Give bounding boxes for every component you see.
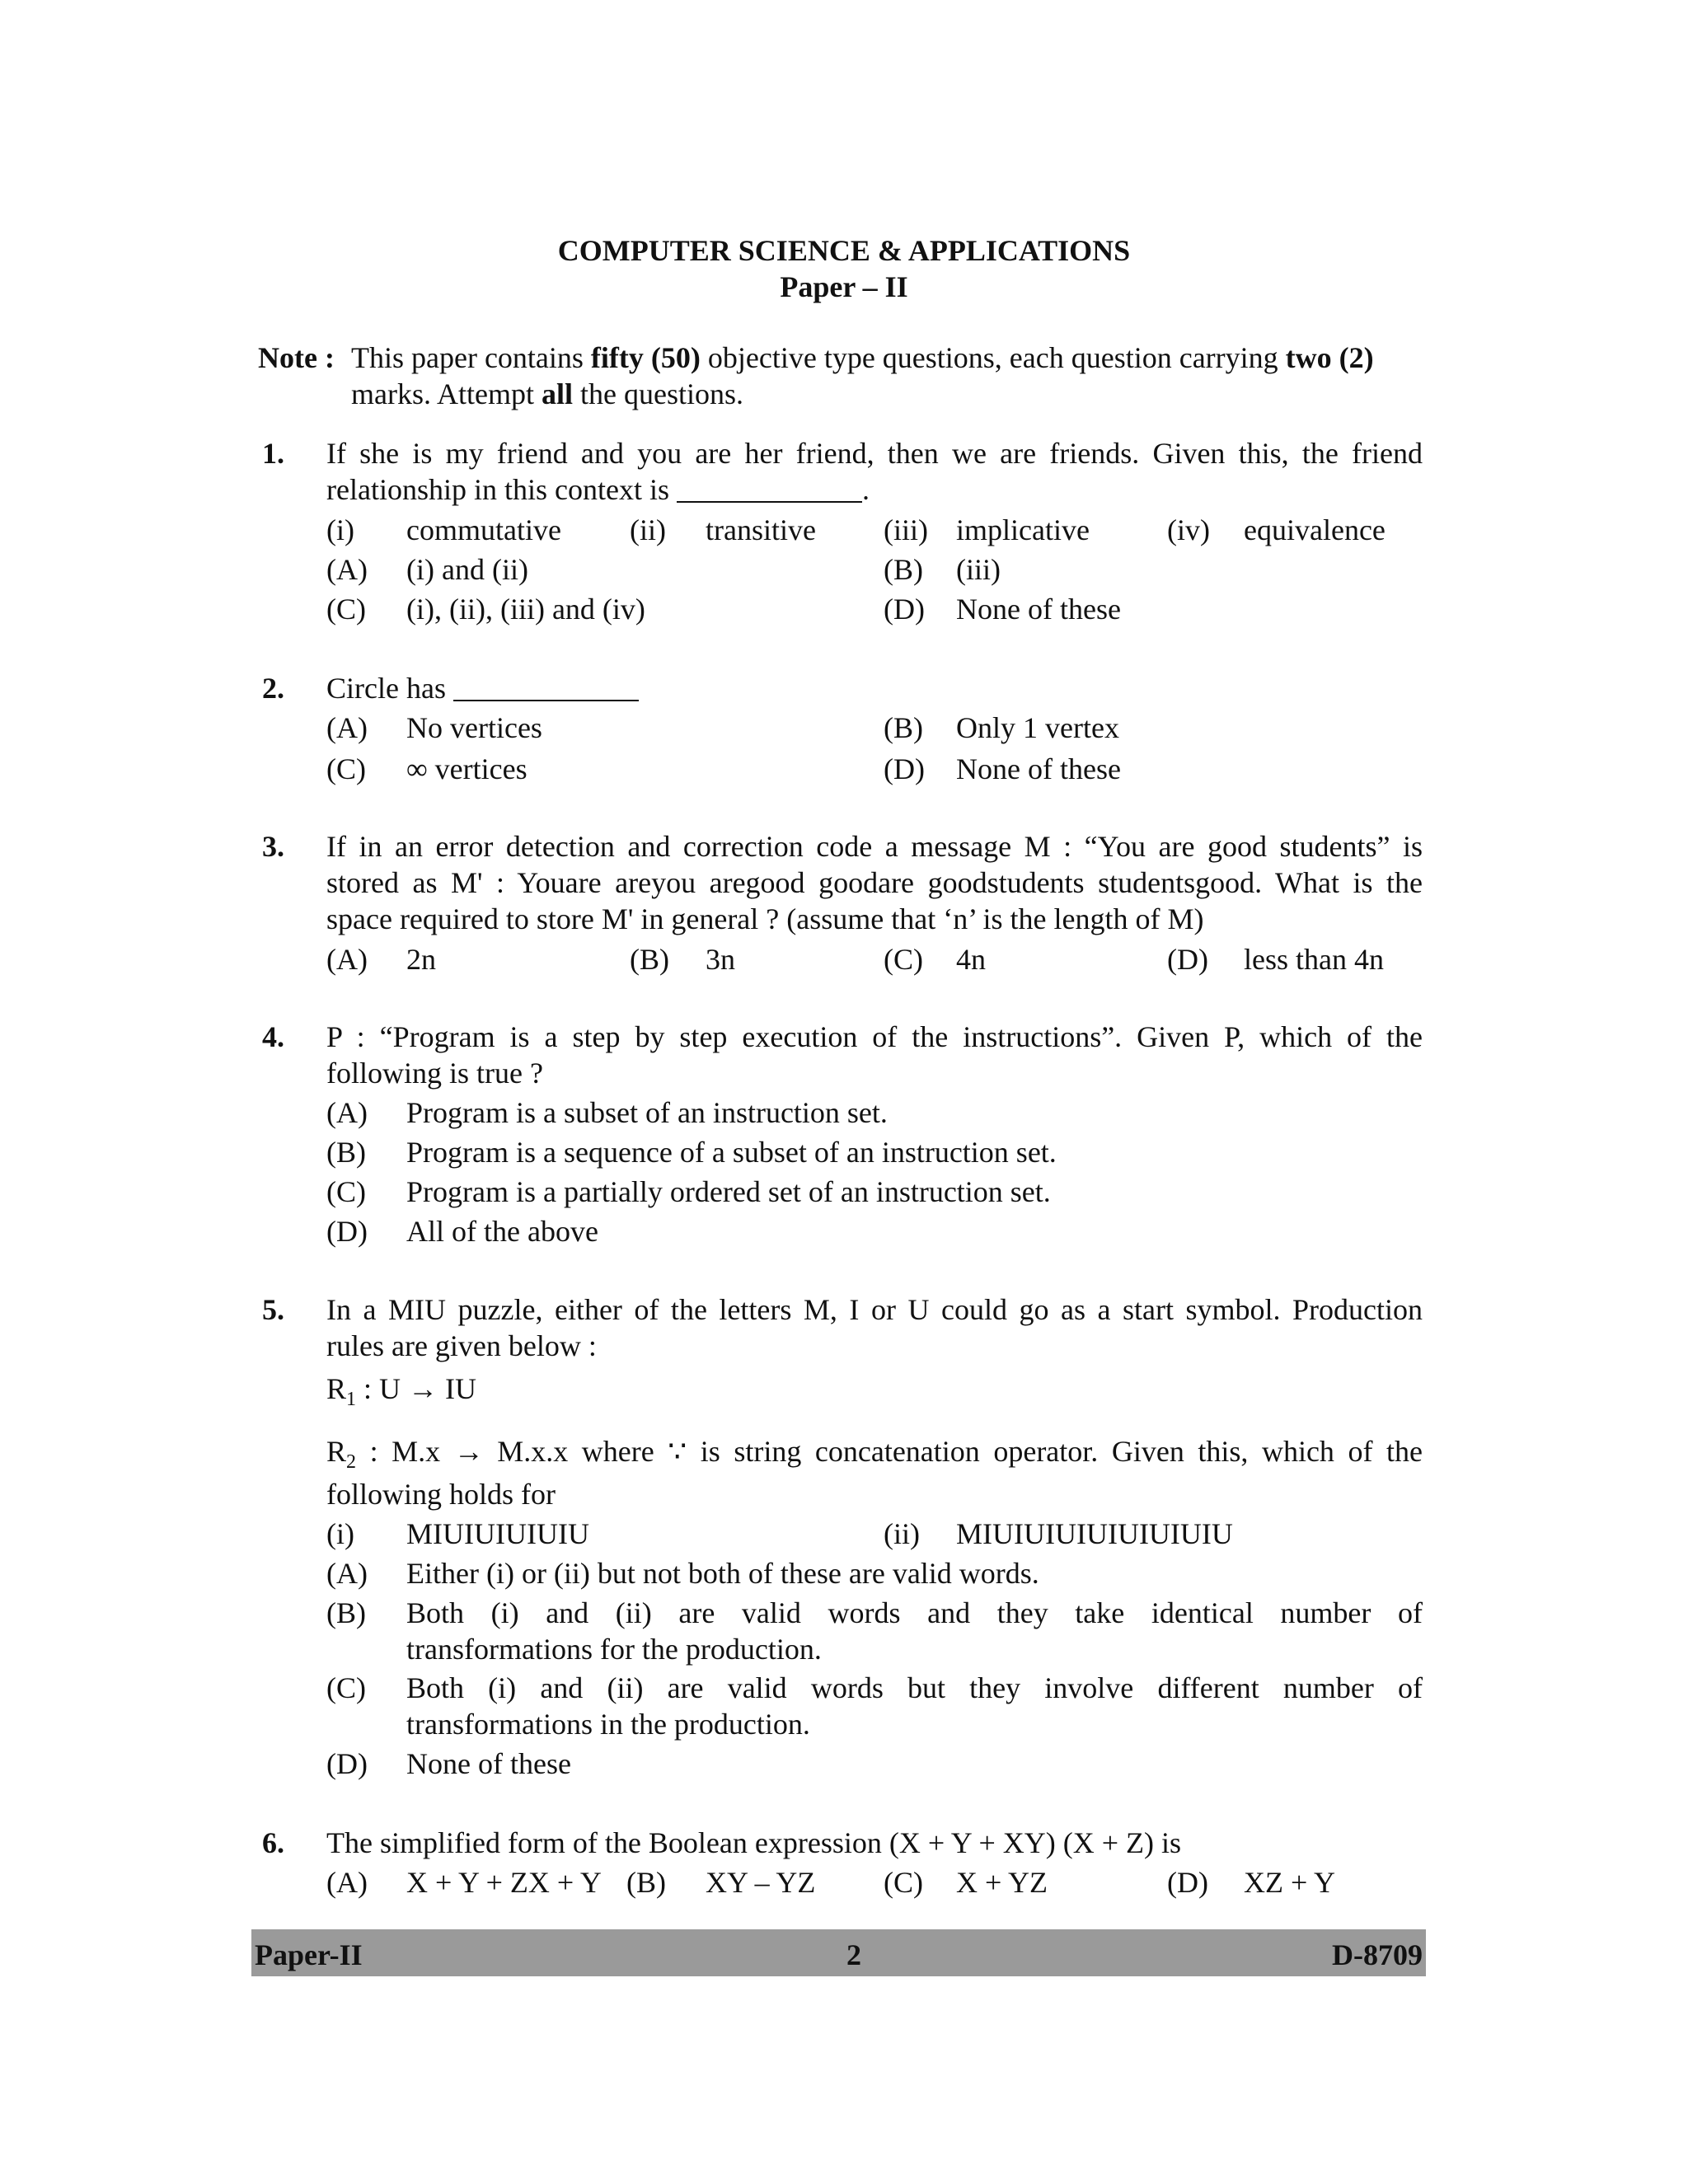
option-text: transformations in the production. — [406, 1708, 810, 1741]
option-text: less than 4n — [1244, 943, 1384, 976]
option-text: transformations for the production. — [406, 1633, 822, 1666]
option-label: (D) — [1167, 943, 1208, 976]
option-text: Both (i) and (ii) are valid words and they take identical number of — [406, 1596, 1423, 1629]
question-number: 3. — [262, 830, 284, 863]
page-number: 2 — [846, 1938, 861, 1971]
option-label: (B) — [326, 1596, 366, 1629]
note-line-1: This paper contains fifty (50) objective type questions, each question carrying two (2) — [351, 341, 1374, 374]
option-label: (B) — [326, 1136, 366, 1169]
question-text: Circle has — [326, 673, 639, 703]
option-text: None of these — [406, 1747, 571, 1780]
option-text: XY – YZ — [706, 1866, 816, 1899]
item-label: (iii) — [884, 513, 928, 546]
option-label: (C) — [326, 752, 366, 785]
option-text: Only 1 vertex — [956, 711, 1119, 744]
question-number: 5. — [262, 1293, 284, 1326]
item-text: equivalence — [1244, 513, 1386, 546]
option-text: 3n — [706, 943, 735, 976]
option-label: (B) — [626, 1866, 666, 1899]
option-label: (D) — [884, 593, 925, 626]
option-label: (B) — [884, 711, 923, 744]
option-label: (A) — [326, 1866, 368, 1899]
option-label: (A) — [326, 1096, 368, 1129]
item-label: (i) — [326, 513, 354, 546]
answer-blank — [453, 675, 639, 701]
item-label: (iv) — [1167, 513, 1210, 546]
question-text: P : “Program is a step by step execution of the instructions”. Given P, which of the — [326, 1020, 1423, 1053]
paper-subtitle: Paper – II — [780, 270, 908, 303]
production-rule-2: $R_2$ : M.x → M.x.x where ∵ is string concatenation operator. Given this, which of the — [326, 1435, 1423, 1473]
option-label: (D) — [326, 1215, 368, 1248]
option-label: (D) — [1167, 1866, 1208, 1899]
option-label: (C) — [884, 1866, 923, 1899]
option-text: X + Y + ZX + Y — [406, 1866, 602, 1899]
question-text: following holds for — [326, 1478, 556, 1511]
option-label: (C) — [326, 593, 366, 626]
item-text: commutative — [406, 513, 561, 546]
question-number: 2. — [262, 672, 284, 705]
option-text: (iii) — [956, 553, 1001, 586]
option-text: 2n — [406, 943, 436, 976]
option-label: (A) — [326, 553, 368, 586]
paper-title: COMPUTER SCIENCE & APPLICATIONS — [557, 234, 1131, 267]
option-text: None of these — [956, 752, 1121, 785]
question-text: In a MIU puzzle, either of the letters M, I or U could go as a start symbol. Production — [326, 1293, 1423, 1326]
footer-code: D-8709 — [1332, 1938, 1423, 1971]
question-text: space required to store M' in general ? (assume that ‘n’ is the length of M) — [326, 902, 1204, 935]
item-label: (ii) — [630, 513, 666, 546]
option-text: Program is a subset of an instruction set. — [406, 1096, 888, 1129]
production-rule-1: $R_1$ : U → IU — [326, 1372, 477, 1410]
item-text: MIUIUIUIUIUIUIUIU — [956, 1517, 1233, 1550]
page-footer — [251, 1929, 1426, 1976]
question-text: following is true ? — [326, 1057, 543, 1090]
option-text: No vertices — [406, 711, 542, 744]
option-text: ∞ vertices — [406, 752, 528, 785]
option-text: Program is a sequence of a subset of an instruction set. — [406, 1136, 1057, 1169]
option-label: (B) — [884, 553, 923, 586]
question-number: 1. — [262, 437, 284, 470]
footer-paper-label: Paper-II — [255, 1938, 363, 1971]
option-label: (A) — [326, 943, 368, 976]
item-text: transitive — [706, 513, 816, 546]
option-text: Both (i) and (ii) are valid words but they involve different number of — [406, 1671, 1423, 1704]
question-text: relationship in this context is . — [326, 473, 870, 506]
question-number: 6. — [262, 1826, 284, 1859]
option-text: X + YZ — [956, 1866, 1048, 1899]
option-text: (i) and (ii) — [406, 553, 528, 586]
option-text: XZ + Y — [1244, 1866, 1335, 1899]
option-text: Either (i) or (ii) but not both of these are valid words. — [406, 1557, 1039, 1590]
option-label: (B) — [630, 943, 669, 976]
answer-blank — [677, 476, 862, 503]
option-label: (C) — [326, 1175, 366, 1208]
note-line-2: marks. Attempt all the questions. — [351, 377, 743, 410]
question-text: rules are given below : — [326, 1329, 597, 1362]
option-label: (C) — [884, 943, 923, 976]
item-label: (ii) — [884, 1517, 920, 1550]
question-text: stored as M' : Youare areyou aregood goodare goodstudents studentsgood. What is the — [326, 866, 1423, 899]
option-text: Program is a partially ordered set of an instruction set. — [406, 1175, 1051, 1208]
option-label: (C) — [326, 1671, 366, 1704]
option-text: All of the above — [406, 1215, 598, 1248]
question-text: The simplified form of the Boolean expression (X + Y + XY) (X + Z) is — [326, 1826, 1182, 1859]
option-label: (D) — [884, 752, 925, 785]
question-text: If in an error detection and correction code a message M : “You are good students” is — [326, 830, 1423, 863]
option-label: (A) — [326, 1557, 368, 1590]
option-text: 4n — [956, 943, 986, 976]
question-text: If she is my friend and you are her friend, then we are friends. Given this, the friend — [326, 437, 1423, 470]
question-number: 4. — [262, 1020, 284, 1053]
option-text: (i), (ii), (iii) and (iv) — [406, 593, 645, 626]
note-label: Note : — [258, 341, 335, 374]
item-text: implicative — [956, 513, 1090, 546]
item-label: (i) — [326, 1517, 354, 1550]
option-label: (A) — [326, 711, 368, 744]
option-label: (D) — [326, 1747, 368, 1780]
item-text: MIUIUIUIUIU — [406, 1517, 589, 1550]
option-text: None of these — [956, 593, 1121, 626]
